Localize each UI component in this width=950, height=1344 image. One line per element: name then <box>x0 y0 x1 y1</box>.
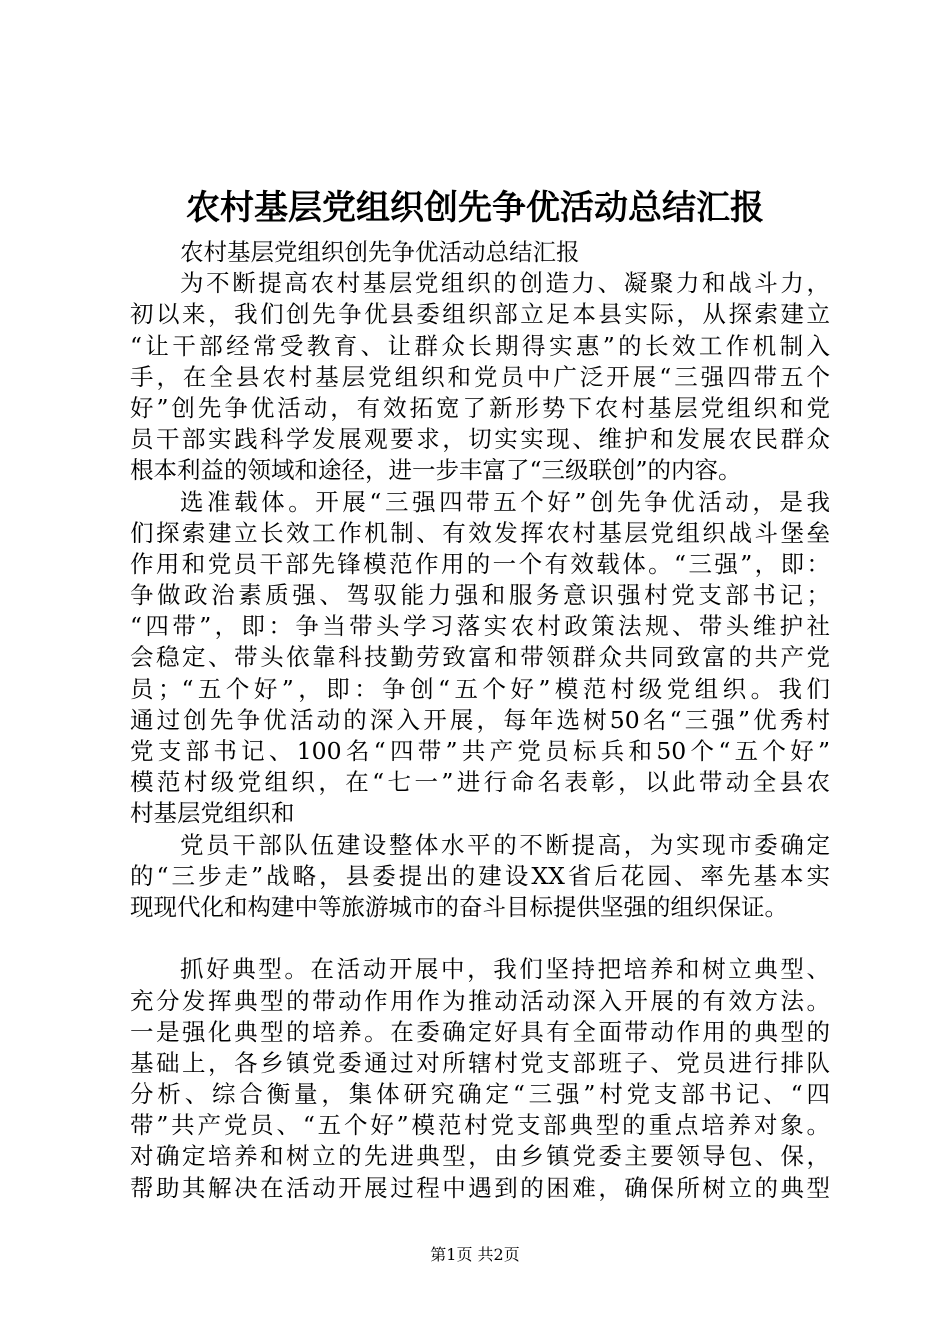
text-line: 员干部实践科学发展观要求，切实实现、维护和发展农民群众 <box>130 425 830 454</box>
text-line: 们探索建立长效工作机制、有效发挥农村基层党组织战斗堡垒 <box>130 518 830 547</box>
text-line: 的“三步走”战略，县委提出的建设XX省后花园、率先基本实 <box>130 861 830 890</box>
text-line: 通过创先争优活动的深入开展，每年选树50名“三强”优秀村 <box>130 705 830 734</box>
text-line: 初以来，我们创先争优县委组织部立足本县实际，从探索建立 <box>130 300 830 329</box>
text-line: 帮助其解决在活动开展过程中遇到的困难，确保所树立的典型 <box>130 1173 830 1202</box>
text-line: “四带”，即：争当带头学习落实农村政策法规、带头维护社 <box>130 612 830 641</box>
text-line: 充分发挥典型的带动作用作为推动活动深入开展的有效方法。 <box>130 986 830 1015</box>
text-line: 一是强化典型的培养。在委确定好具有全面带动作用的典型的 <box>130 1017 830 1046</box>
text-line: 为不断提高农村基层党组织的创造力、凝聚力和战斗力， <box>180 269 830 298</box>
text-line: 好”创先争优活动，有效拓宽了新形势下农村基层党组织和党 <box>130 393 830 422</box>
text-line: 抓好典型。在活动开展中，我们坚持把培养和树立典型、 <box>180 955 830 984</box>
document-title: 农村基层党组织创先争优活动总结汇报 <box>186 188 764 228</box>
text-line: 对确定培养和树立的先进典型，由乡镇党委主要领导包、保， <box>130 1142 830 1171</box>
page-footer: 第1页 共2页 <box>430 1245 520 1264</box>
text-line: 分析、综合衡量，集体研究确定“三强”村党支部书记、“四 <box>130 1080 830 1109</box>
text-line: 党员干部队伍建设整体水平的不断提高，为实现市委确定 <box>180 830 830 859</box>
text-line: 现现代化和构建中等旅游城市的奋斗目标提供坚强的组织保证。 <box>130 892 788 921</box>
blank-line <box>130 923 830 954</box>
document-body <box>130 237 830 1204</box>
text-line: 会稳定、带头依靠科技勤劳致富和带领群众共同致富的共产党 <box>130 643 830 672</box>
text-line: 手，在全县农村基层党组织和党员中广泛开展“三强四带五个 <box>130 362 830 391</box>
text-line: 作用和党员干部先锋模范作用的一个有效载体。“三强”，即： <box>130 549 830 578</box>
text-line: 村基层党组织和 <box>130 799 295 828</box>
text-line: 基础上，各乡镇党委通过对所辖村党支部班子、党员进行排队 <box>130 1048 830 1077</box>
text-line: 争做政治素质强、驾驭能力强和服务意识强村党支部书记； <box>130 581 830 610</box>
text-line: “让干部经常受教育、让群众长期得实惠”的长效工作机制入 <box>130 331 830 360</box>
text-line: 农村基层党组织创先争优活动总结汇报 <box>180 238 580 266</box>
text-line: 带”共产党员、“五个好”模范村党支部典型的重点培养对象。 <box>130 1111 830 1140</box>
text-line: 根本利益的领域和途径，进一步丰富了“三级联创”的内容。 <box>130 456 742 485</box>
text-line: 员；“五个好”，即：争创“五个好”模范村级党组织。我们 <box>130 674 830 703</box>
text-line: 党支部书记、100名“四带”共产党员标兵和50个“五个好” <box>130 737 830 765</box>
text-line: 选准载体。开展“三强四带五个好”创先争优活动，是我 <box>180 487 830 516</box>
text-line: 模范村级党组织，在“七一”进行命名表彰，以此带动全县农 <box>130 768 830 797</box>
